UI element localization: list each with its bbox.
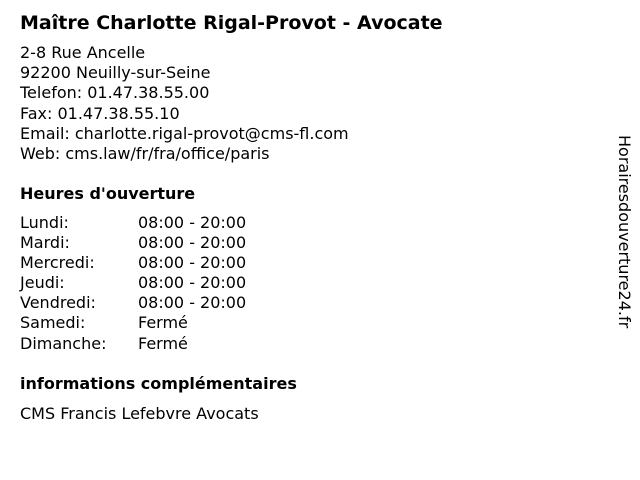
hours-row bbox=[20, 233, 320, 253]
additional-info-heading: informations complémentaires bbox=[20, 374, 297, 393]
contact-block bbox=[20, 43, 349, 164]
brand-watermark: Horairesdouverture24.fr bbox=[615, 135, 634, 329]
hours-value: 08:00 - 20:00 bbox=[138, 293, 247, 313]
website: Web: cms.law/fr/fra/office/paris bbox=[20, 143, 270, 163]
day-label: Jeudi: bbox=[20, 273, 65, 293]
hours-value: 08:00 - 20:00 bbox=[138, 273, 247, 293]
phone-number: Telefon: 01.47.38.55.00 bbox=[20, 83, 210, 103]
day-label: Mercredi: bbox=[20, 253, 95, 273]
fax-number: Fax: 01.47.38.55.10 bbox=[20, 103, 180, 123]
company-name: CMS Francis Lefebvre Avocats bbox=[20, 404, 259, 423]
email-address: Email: charlotte.rigal-provot@cms-fl.com bbox=[20, 123, 349, 143]
hours-row bbox=[20, 213, 320, 233]
address-city: 92200 Neuilly-sur-Seine bbox=[20, 63, 211, 83]
hours-row bbox=[20, 253, 320, 273]
page-title: Maître Charlotte Rigal-Provot - Avocate bbox=[20, 12, 443, 34]
day-label: Vendredi: bbox=[20, 293, 96, 313]
hours-row bbox=[20, 293, 320, 313]
day-label: Mardi: bbox=[20, 233, 70, 253]
day-label: Lundi: bbox=[20, 213, 69, 232]
day-label: Dimanche: bbox=[20, 333, 107, 353]
hours-value: Fermé bbox=[138, 333, 188, 353]
hours-value: 08:00 - 20:00 bbox=[138, 233, 247, 253]
address-street: 2-8 Rue Ancelle bbox=[20, 43, 146, 62]
hours-value: 08:00 - 20:00 bbox=[138, 213, 247, 232]
opening-hours-table bbox=[20, 213, 320, 354]
hours-row bbox=[20, 313, 320, 333]
opening-hours-heading: Heures d'ouverture bbox=[20, 184, 196, 203]
hours-value: 08:00 - 20:00 bbox=[138, 253, 247, 273]
hours-value: Fermé bbox=[138, 313, 188, 333]
hours-row bbox=[20, 334, 320, 354]
day-label: Samedi: bbox=[20, 313, 86, 333]
hours-row bbox=[20, 273, 320, 293]
